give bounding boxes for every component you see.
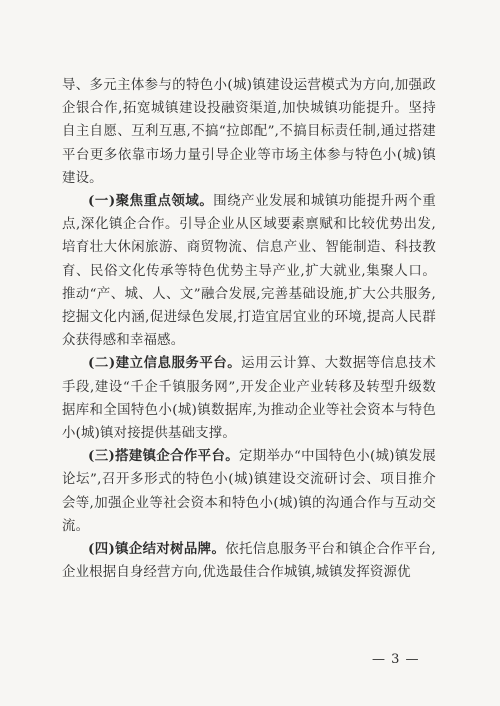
paragraph-brand-pairing [62, 538, 436, 584]
paragraph-info-platform [62, 352, 436, 445]
paragraph-intro [62, 74, 436, 190]
paragraph-text: 围绕产业发展和城镇功能提升两个重点,深化镇企合作。引导企业从区域要素禀赋和比较优势出发,培育壮大休闲旅游、商贸物流、信息产业、智能制造、科技教育、民俗文化传承等特色优势主导产业,扩大就业,集聚人口。推动“产、城、人、文”融合发展,完善基础设施,扩大公共服务,挖掘文化内涵,促进绿色发展,打造宜居宜业的环境,提高人民群众获得感和幸福感。 [62, 194, 436, 349]
paragraph-text: 运用云计算、大数据等信息技术手段,建设“千企千镇服务网”,开发企业产业转移及转型升级数据库和全国特色小(城)镇数据库,为推动企业等社会资本与特色小(城)镇对接提供基础支撑。 [62, 356, 436, 442]
paragraph-focus-areas [62, 190, 436, 352]
paragraph-text: 定期举办“中国特色小(城)镇发展论坛”,召开多形式的特色小(城)镇建设交流研讨会、项目推介会等,加强企业等社会资本和特色小(城)镇的沟通合作与互动交流。 [62, 449, 436, 534]
paragraph-text: 导、多元主体参与的特色小(城)镇建设运营模式为方向,加强政企银合作,拓宽城镇建设投融资渠道,加快城镇功能提升。坚持自主自愿、互利互惠,不搞“拉郎配”,不搞目标责任制,通过搭建平台更多依靠市场力量引导企业等市场主体参与特色小(城)镇建设。 [62, 78, 436, 186]
paragraph-cooperation-platform [62, 445, 436, 538]
page-number: — 3 — [372, 652, 420, 667]
paragraph-text: 依托信息服务平台和镇企合作平台,企业根据自身经营方向,优选最佳合作城镇,城镇发挥资源优 [62, 542, 436, 581]
paragraph-heading: (四)镇企结对树品牌。 [88, 541, 226, 558]
paragraph-heading: (一)聚焦重点领域。 [88, 193, 214, 210]
paragraph-heading: (二)建立信息服务平台。 [88, 355, 242, 372]
document-body [62, 74, 436, 584]
paragraph-heading: (三)搭建镇企合作平台。 [88, 448, 239, 465]
